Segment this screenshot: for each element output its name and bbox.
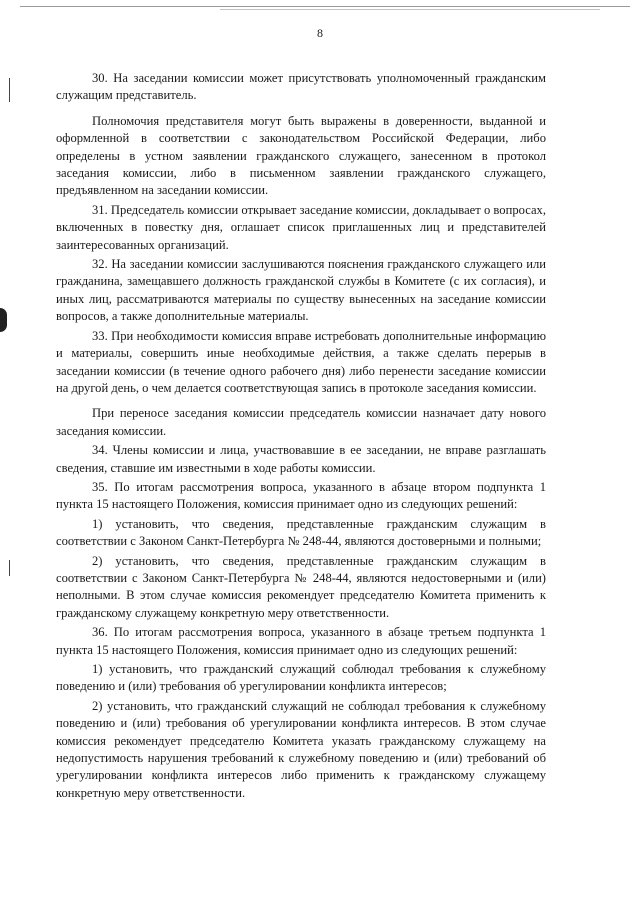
- paragraph-35: 35. По итогам рассмотрения вопроса, указанного в абзаце втором подпункта 1 пункта 15 настоящего Положения, комиссия принимает одно из следующих решений:: [56, 479, 546, 512]
- paragraph-36-item-2: 2) установить, что гражданский служащий не соблюдал требования к служебному поведению и (или) требования об урегулировании конфликта интересов. В этом случае комиссия рекомендует председателю Комитета указать гражданскому служащему на недопустимость нарушения требований к служебному поведению и (или) требований об урегулировании конфликта интересов либо применить к гражданскому служащему конкретную меру ответственности.: [56, 698, 546, 800]
- paragraph-33: 33. При необходимости комиссия вправе истребовать дополнительные информацию и материалы, совершить иные необходимые действия, а также сделать перерыв в заседании комиссии (в течение одного рабочего дня) либо перенести заседание комиссии на другой день, о чем делается соответствующая запись в протоколе заседания комиссии.: [56, 328, 546, 395]
- page-number: 8: [317, 26, 323, 40]
- paragraph-35-item-2: 2) установить, что сведения, представленные гражданским служащим в соответствии с Законом Санкт-Петербурга № 248-44, являются недостоверными и (или) неполными. В этом случае комиссия рекомендует председателю Комитета применить к гражданскому служащему конкретную меру ответственности.: [56, 553, 546, 620]
- paragraph-35-item-1: 1) установить, что сведения, представленные гражданским служащим в соответствии с Законом Санкт-Петербурга № 248-44, являются достоверными и полными;: [56, 516, 546, 549]
- scan-line: [220, 9, 600, 10]
- paragraph-36: 36. По итогам рассмотрения вопроса, указанного в абзаце третьем подпункта 1 пункта 15 настоящего Положения, комиссия принимает одно из следующих решений:: [56, 625, 546, 657]
- paragraph-30: 30. На заседании комиссии может присутствовать уполномоченный гражданским служащим представитель.: [56, 71, 546, 103]
- margin-tick: [9, 560, 10, 576]
- scan-line: [20, 6, 630, 7]
- paragraph-31: 31. Председатель комиссии открывает заседание комиссии, докладывает о вопросах, включенных в повестку дня, оглашает список приглашенных лиц и представителей заинтересованных организаций.: [56, 202, 546, 252]
- margin-tick: [9, 78, 10, 102]
- punch-hole-mark: [0, 308, 7, 332]
- paragraph-36-item-1: 1) установить, что гражданский служащий соблюдал требования к служебному поведению и (или) требования об урегулировании конфликта интересов;: [56, 662, 546, 694]
- paragraph-32: 32. На заседании комиссии заслушиваются пояснения гражданского служащего или гражданина, замещавшего должность гражданской службы в Комитете (с их согласия), и иных лиц, рассматриваются материалы по существу вынесенных на заседание комиссии вопросов, а также дополнительные материалы.: [56, 257, 546, 324]
- paragraph-postponement: При переносе заседания комиссии председатель комиссии назначает дату нового заседания комиссии.: [56, 406, 546, 438]
- paragraph-34: 34. Члены комиссии и лица, участвовавшие в ее заседании, не вправе разглашать сведения, ставшие им известными в ходе работы комиссии.: [56, 443, 546, 475]
- paragraph-representative-powers: Полномочия представителя могут быть выражены в доверенности, выданной и оформленной в соответствии с законодательством Российской Федерации, либо определены в устном заявлении гражданского служащего, занесенном в протокол заседания комиссии, либо в письменном заявлении гражданского служащего, предъявленном на заседании комиссии.: [56, 113, 546, 198]
- document-body: [56, 70, 546, 804]
- scan-edge-lines: [0, 0, 640, 14]
